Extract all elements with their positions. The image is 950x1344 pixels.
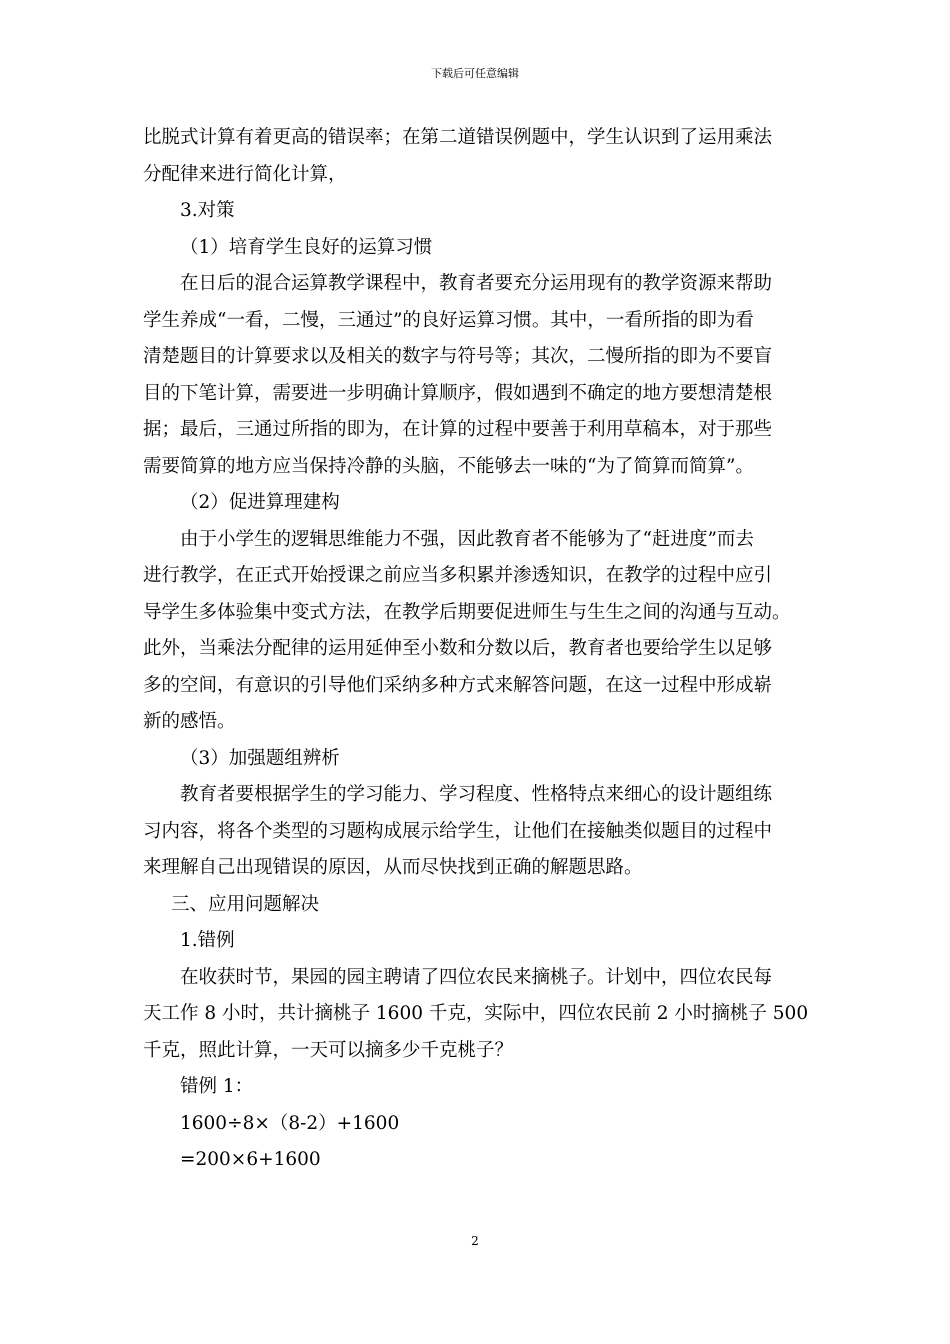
subsection-heading: 1.错例 bbox=[180, 930, 235, 951]
body-line: 新的感悟。 bbox=[143, 711, 236, 732]
body-line: 习内容，将各个类型的习题构成展示给学生，让他们在接触类似题目的过程中 bbox=[143, 820, 773, 842]
section-heading: 3.对策 bbox=[180, 200, 235, 221]
body-line: 导学生多体验集中变式方法，在教学后期要促进师生与生生之间的沟通与互动。 bbox=[143, 601, 791, 623]
body-line: 目的下笔计算，需要进一步明确计算顺序，假如遇到不确定的地方要想清楚根 bbox=[143, 382, 773, 404]
subsection-heading: （2）促进算理建构 bbox=[180, 492, 340, 513]
body-line: 据；最后，三通过所指的即为，在计算的过程中要善于利用草稿本，对于那些 bbox=[143, 419, 773, 440]
body-line: 由于小学生的逻辑思维能力不强，因此教育者不能够为了“赶进度”而去 bbox=[180, 528, 754, 550]
body-line: 多的空间，有意识的引导他们采纳多种方式来解答问题，在这一过程中形成崭 bbox=[143, 674, 773, 696]
subsection-heading: （3）加强题组辨析 bbox=[180, 747, 340, 769]
body-line: 千克，照此计算，一天可以摘多少千克桃子？ bbox=[143, 1039, 514, 1061]
document-body bbox=[143, 120, 807, 1179]
math-line: =200×6+1600 bbox=[180, 1149, 321, 1170]
body-line: 此外，当乘法分配律的运用延伸至小数和分数以后，教育者也要给学生以足够 bbox=[143, 638, 773, 659]
math-line: 1600÷8×（8-2）+1600 bbox=[180, 1112, 400, 1134]
body-line: 教育者要根据学生的学习能力、学习程度、性格特点来细心的设计题组练 bbox=[180, 784, 773, 805]
subsection-heading: （1）培育学生良好的运算习惯 bbox=[180, 236, 433, 258]
body-line: 来理解自己出现错误的原因，从而尽快找到正确的解题思路。 bbox=[143, 857, 643, 878]
body-line: 在收获时节，果园的园主聘请了四位农民来摘桃子。计划中，四位农民每 bbox=[180, 966, 773, 988]
body-line: 学生养成“一看，二慢，三通过”的良好运算习惯。其中，一看所指的即为看 bbox=[143, 309, 754, 331]
body-line: 需要简算的地方应当保持冷静的头脑，不能够去一味的“为了简算而简算”。 bbox=[143, 455, 754, 477]
body-line: 分配律来进行简化计算， bbox=[143, 163, 347, 185]
page-header: 下载后可任意编辑 bbox=[431, 67, 519, 80]
section-heading: 三、应用问题解决 bbox=[171, 893, 320, 915]
page-number: 2 bbox=[471, 1234, 479, 1248]
body-line: 进行教学，在正式开始授课之前应当多积累并渗透知识，在教学的过程中应引 bbox=[143, 565, 773, 586]
body-line: 天工作 8 小时，共计摘桃子 1600 千克，实际中，四位农民前 2 小时摘桃子 500 bbox=[143, 1003, 809, 1024]
body-line: 在日后的混合运算教学课程中，教育者要充分运用现有的教学资源来帮助 bbox=[180, 273, 773, 294]
example-label: 错例 1： bbox=[180, 1076, 254, 1097]
body-line: 比脱式计算有着更高的错误率；在第二道错误例题中，学生认识到了运用乘法 bbox=[143, 127, 773, 148]
body-line: 清楚题目的计算要求以及相关的数字与符号等；其次，二慢所指的即为不要盲 bbox=[143, 346, 773, 367]
